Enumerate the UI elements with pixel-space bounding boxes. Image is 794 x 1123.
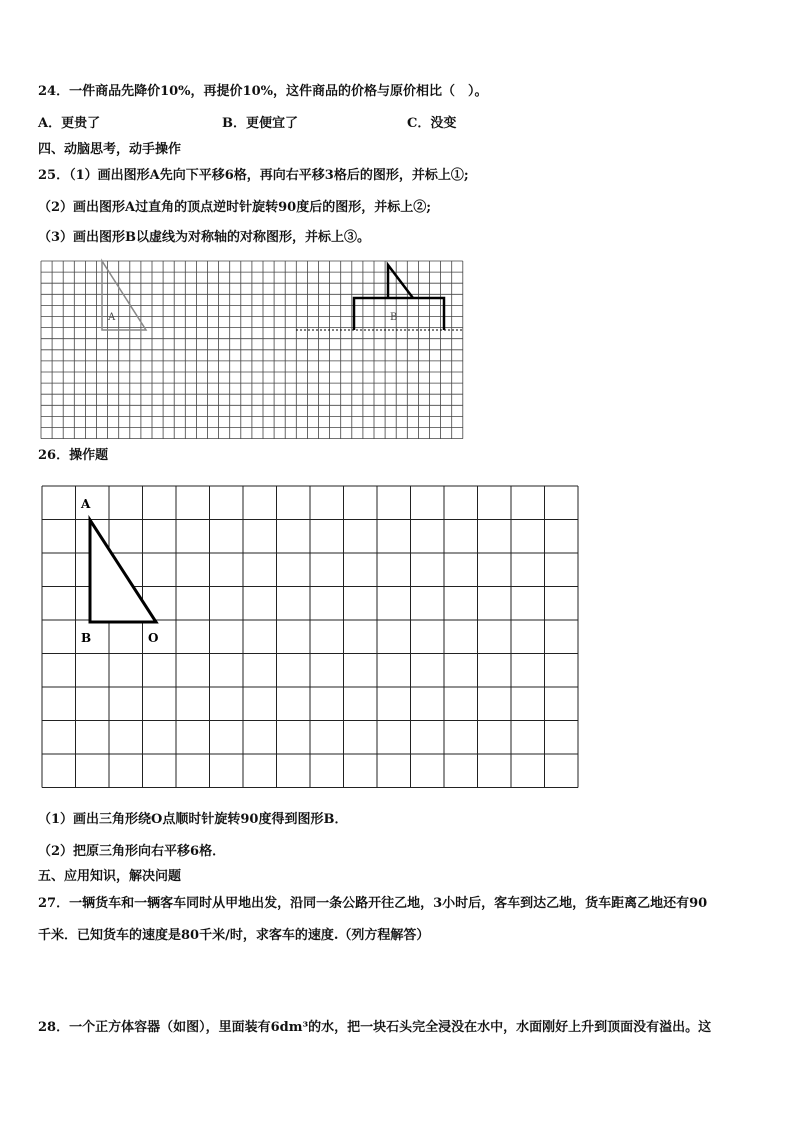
q27-line1: 27．一辆货车和一辆客车同时从甲地出发，沿同一条公路开往乙地，3小时后，客车到达乙地，货车距离乙地还有90 <box>38 896 708 911</box>
q26-part2: （2）把原三角形向右平移6格． <box>38 844 226 859</box>
q26-label-b: B <box>81 631 92 645</box>
q25-part1: 25．（1）画出图形A先向下平移6格，再向右平移3格后的图形，并标上①; <box>38 168 469 183</box>
section4-title: 四、动脑思考，动手操作 <box>38 142 182 157</box>
q26-label-o: O <box>148 631 159 645</box>
q26-grid-figure <box>40 484 580 794</box>
q25-grid-lines <box>41 261 463 439</box>
q27-line2: 千米．已知货车的速度是80千米/时，求客车的速度.（列方程解答） <box>38 928 430 943</box>
q24-option-a[interactable]: A．更贵了 <box>38 116 101 131</box>
q25-part2: （2）画出图形A过直角的顶点逆时针旋转90度后的图形，并标上②; <box>38 200 432 215</box>
q28-line1: 28．一个正方体容器（如图），里面装有6dm³的水，把一块石头完全浸没在水中，水面刚好上升到顶面没有溢出。这 <box>38 1020 712 1035</box>
section5-title: 五、应用知识，解决问题 <box>38 869 182 884</box>
q26-grid-lines <box>42 486 578 788</box>
q25-label-b: B <box>390 312 398 323</box>
q25-figure-b-flag <box>388 265 413 298</box>
q26-title: 26．操作题 <box>38 448 109 463</box>
q26-label-a: A <box>81 497 91 511</box>
q24-option-c[interactable]: C．没变 <box>407 116 457 131</box>
q25-label-a: A <box>108 312 116 323</box>
q24-stem: 24．一件商品先降价10%，再提价10%，这件商品的价格与原价相比（ ）。 <box>38 84 488 99</box>
q24-option-b[interactable]: B．更便宜了 <box>222 116 298 131</box>
q26-triangle <box>90 520 156 622</box>
q25-part3: （3）画出图形B以虚线为对称轴的对称图形，并标上③。 <box>38 230 371 245</box>
q26-part1: （1）画出三角形绕O点顺时针旋转90度得到图形B． <box>38 812 348 827</box>
q25-figure-b-outline <box>354 298 444 330</box>
q25-grid-figure <box>36 256 476 441</box>
